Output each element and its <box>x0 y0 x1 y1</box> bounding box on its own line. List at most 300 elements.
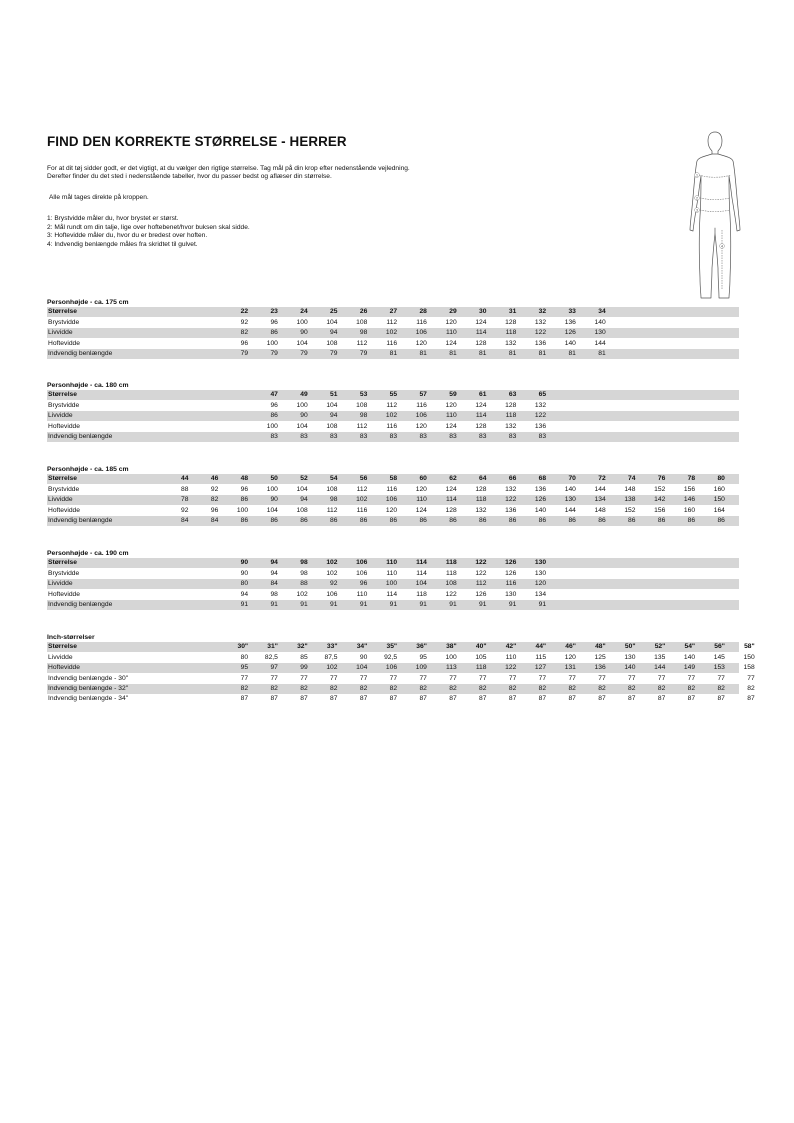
size-cell: 24 <box>300 308 308 316</box>
measure-cell: 106 <box>415 412 427 420</box>
measure-cell: 136 <box>564 318 576 326</box>
measure-cell: 77 <box>419 674 427 682</box>
table-title: Personhøjde - ca. 180 cm <box>47 382 129 389</box>
measure-cell: 116 <box>386 339 398 347</box>
measure-cell: 86 <box>330 516 338 524</box>
measure-cell: 114 <box>416 569 427 577</box>
measure-cell: 77 <box>300 674 308 682</box>
size-cell: 47 <box>270 391 278 399</box>
measure-cell: 136 <box>505 506 517 514</box>
row-label: Livvidde <box>48 329 73 337</box>
measure-steps <box>47 215 250 249</box>
size-cell: 31" <box>267 643 278 651</box>
measure-cell: 98 <box>270 590 278 598</box>
measure-cell: 81 <box>598 349 606 357</box>
measure-cell: 122 <box>505 496 517 504</box>
table-row <box>47 400 739 410</box>
measure-cell: 125 <box>594 653 606 661</box>
measure-cell: 83 <box>508 432 517 440</box>
size-cell: 65 <box>538 391 547 399</box>
measure-cell: 112 <box>386 318 398 326</box>
measure-cell: 132 <box>505 339 517 347</box>
table-title: Personhøjde - ca. 185 cm <box>47 466 129 473</box>
measure-cell: 81 <box>389 349 398 357</box>
measure-cell: 110 <box>416 496 427 504</box>
size-cell: 28 <box>419 308 427 316</box>
measure-cell: 87 <box>330 695 338 703</box>
size-table <box>47 298 739 359</box>
measure-cell: 104 <box>356 664 368 672</box>
measure-cell: 112 <box>356 339 368 347</box>
measure-cell: 102 <box>326 664 338 672</box>
measure-cell: 164 <box>713 506 725 514</box>
measure-cell: 100 <box>236 506 249 514</box>
measure-cell: 110 <box>356 590 368 598</box>
measure-cell: 87 <box>270 695 278 703</box>
measure-cell: 128 <box>505 401 517 409</box>
intro-line: Derefter finder du det sted i nedenstående tabeller, hvor du passer bedst og aflæser din størrelse. <box>47 173 332 181</box>
measure-cell: 91 <box>359 600 368 608</box>
size-cell: 98 <box>300 559 308 567</box>
hip-line <box>700 210 730 212</box>
measure-cell: 148 <box>594 506 606 514</box>
measure-cell: 128 <box>475 485 487 493</box>
measure-cell: 83 <box>330 432 338 440</box>
size-cell: 46 <box>210 475 219 483</box>
measure-cell: 120 <box>415 422 427 430</box>
measure-cell: 108 <box>356 401 368 409</box>
measure-cell: 96 <box>359 580 368 588</box>
table-row <box>47 600 739 610</box>
measure-cell: 115 <box>535 653 547 661</box>
measure-cell: 104 <box>296 339 308 347</box>
measure-cell: 102 <box>326 569 338 577</box>
measure-cell: 156 <box>683 485 696 493</box>
row-label: Brystvidde <box>48 318 80 326</box>
measure-cell: 110 <box>446 412 457 420</box>
measure-cell: 86 <box>568 516 576 524</box>
measure-cell: 134 <box>594 496 606 504</box>
measure-cell: 78 <box>181 496 189 504</box>
size-cell: 60 <box>419 475 427 483</box>
measure-cell: 126 <box>534 496 547 504</box>
measure-cell: 87 <box>628 695 636 703</box>
measure-cell: 118 <box>505 412 517 420</box>
measure-cell: 109 <box>415 664 427 672</box>
measure-cell: 100 <box>266 485 278 493</box>
measure-cell: 100 <box>385 580 398 588</box>
measure-cell: 100 <box>296 318 308 326</box>
size-cell: 51 <box>330 391 338 399</box>
measure-cell: 100 <box>296 401 308 409</box>
measure-cell: 118 <box>475 496 487 504</box>
measure-cell: 77 <box>449 674 457 682</box>
measure-cell: 130 <box>505 590 517 598</box>
measure-cell: 86 <box>389 516 398 524</box>
measure-cell: 124 <box>445 422 457 430</box>
intro-line: For at dit tøj sidder godt, er det vigtigt, at du vælger den rigtige størrelse. Tag mål på din krop efter nedenstående vejledning. <box>47 165 410 172</box>
measure-cell: 97 <box>270 664 278 672</box>
size-cell: 52" <box>654 643 666 651</box>
size-cell: 54" <box>684 643 696 651</box>
measure-cell: 126 <box>505 569 517 577</box>
row-label: Brystvidde <box>48 485 80 493</box>
measure-cell: 132 <box>534 318 547 326</box>
measure-cell: 126 <box>564 329 576 337</box>
measure-cell: 108 <box>326 485 338 493</box>
size-cell: 32" <box>297 643 308 651</box>
measure-cell: 124 <box>415 506 427 514</box>
measure-cell: 104 <box>415 580 427 588</box>
measure-cell: 79 <box>300 349 308 357</box>
row-label: Størrelse <box>48 308 77 316</box>
size-cell: 64 <box>479 475 487 483</box>
size-cell: 76 <box>657 475 666 483</box>
measure-cell: 130 <box>624 653 636 661</box>
measure-cell: 77 <box>628 674 636 682</box>
measure-cell: 86 <box>508 516 517 524</box>
measure-cell: 120 <box>445 401 457 409</box>
measure-cell: 82 <box>598 684 606 692</box>
measure-cell: 136 <box>534 485 547 493</box>
row-label: Indvendig benlængde - 30" <box>48 674 129 682</box>
measure-cell: 120 <box>564 653 576 661</box>
measure-cell: 86 <box>449 516 457 524</box>
size-cell: 30 <box>479 308 487 316</box>
measure-cell: 86 <box>240 516 249 524</box>
size-cell: 102 <box>326 559 338 567</box>
row-label: Hoftevidde <box>48 339 80 347</box>
measure-cell: 77 <box>687 674 696 682</box>
measure-cell: 130 <box>594 329 606 337</box>
measure-cell: 82,5 <box>264 653 278 661</box>
measure-cell: 83 <box>359 432 368 440</box>
measure-cell: 86 <box>598 516 606 524</box>
measure-cell: 124 <box>475 318 487 326</box>
measure-cell: 108 <box>445 580 457 588</box>
size-cell: 34 <box>598 308 606 316</box>
measure-cell: 82 <box>270 684 278 692</box>
measure-cell: 86 <box>479 516 487 524</box>
measure-cell: 79 <box>330 349 338 357</box>
measure-cell: 122 <box>475 569 487 577</box>
row-label: Livvidde <box>48 496 73 504</box>
size-cell: 55 <box>389 391 398 399</box>
measure-cell: 91 <box>508 600 517 608</box>
measure-cell: 77 <box>389 674 398 682</box>
measure-cell: 114 <box>475 329 487 337</box>
measure-cell: 92 <box>240 318 249 326</box>
measure-cell: 77 <box>747 674 755 682</box>
measure-cell: 108 <box>326 339 338 347</box>
size-cell: 130 <box>534 559 547 567</box>
measure-cell: 85 <box>300 653 308 661</box>
measure-cell: 140 <box>624 664 636 672</box>
table-row <box>47 495 739 505</box>
measure-cell: 81 <box>449 349 457 357</box>
measure-cell: 110 <box>446 329 457 337</box>
measure-cell: 136 <box>534 339 547 347</box>
measure-cell: 86 <box>419 516 427 524</box>
measure-cell: 80 <box>240 653 249 661</box>
measure-cell: 87 <box>479 695 487 703</box>
measure-cell: 116 <box>386 485 398 493</box>
measure-cell: 82 <box>210 496 219 504</box>
table-row <box>47 411 739 421</box>
measure-cell: 104 <box>296 422 308 430</box>
measure-cell: 140 <box>564 339 576 347</box>
measure-cell: 152 <box>624 506 636 514</box>
measure-cell: 120 <box>385 506 398 514</box>
figure-label-1: 1 <box>696 173 698 178</box>
measure-cell: 77 <box>270 674 278 682</box>
size-cell: 32 <box>538 308 547 316</box>
measure-cell: 92,5 <box>384 653 398 661</box>
size-cell: 56 <box>359 475 368 483</box>
size-cell: 33" <box>326 643 338 651</box>
measure-cell: 116 <box>356 506 368 514</box>
size-cell: 57 <box>419 391 427 399</box>
measure-cell: 82 <box>240 684 249 692</box>
table-row <box>47 589 739 599</box>
row-label: Størrelse <box>48 643 77 651</box>
measure-cell: 98 <box>359 412 368 420</box>
intro-text <box>47 165 410 182</box>
measure-cell: 106 <box>385 496 398 504</box>
measure-cell: 91 <box>538 600 547 608</box>
table-row <box>47 663 755 673</box>
table-header-row <box>47 642 755 652</box>
measure-cell: 91 <box>270 600 278 608</box>
measure-cell: 122 <box>445 590 457 598</box>
measure-cell: 152 <box>654 485 666 493</box>
measure-cell: 132 <box>475 506 487 514</box>
measure-cell: 132 <box>534 401 547 409</box>
measure-cell: 81 <box>419 349 427 357</box>
size-cell: 68 <box>538 475 547 483</box>
measure-cell: 87 <box>240 695 249 703</box>
table-header-row <box>47 558 739 568</box>
size-table <box>47 381 739 442</box>
row-label: Indvendig benlængde <box>48 349 113 357</box>
measure-cell: 118 <box>416 590 427 598</box>
measure-cell: 82 <box>657 684 666 692</box>
size-table <box>47 465 739 526</box>
measure-cell: 156 <box>654 506 666 514</box>
table-row <box>47 349 739 359</box>
size-cell: 35" <box>386 643 398 651</box>
step-3: 3: Hoftevidde måler du, hvor du er bredest over hoften. <box>47 232 208 240</box>
size-cell: 27 <box>389 308 398 316</box>
waist-line <box>700 198 730 200</box>
measure-cell: 83 <box>538 432 547 440</box>
size-cell: 42" <box>505 643 517 651</box>
table-row <box>47 338 739 348</box>
measure-cell: 120 <box>415 485 427 493</box>
measure-cell: 86 <box>300 516 308 524</box>
measure-cell: 146 <box>683 496 696 504</box>
measure-cell: 124 <box>475 401 487 409</box>
measure-cell: 87,5 <box>324 653 338 661</box>
measure-cell: 83 <box>419 432 427 440</box>
measure-cell: 82 <box>419 684 427 692</box>
measure-cell: 144 <box>594 339 606 347</box>
size-cell: 114 <box>416 559 427 567</box>
measure-cell: 112 <box>356 485 368 493</box>
size-cell: 26 <box>359 308 368 316</box>
measure-cell: 86 <box>270 412 278 420</box>
measure-cell: 90 <box>359 653 368 661</box>
measure-cell: 114 <box>386 590 398 598</box>
size-cell: 126 <box>505 559 517 567</box>
measure-cell: 91 <box>449 600 457 608</box>
measure-cell: 99 <box>300 664 308 672</box>
row-label: Størrelse <box>48 559 77 567</box>
measure-cell: 77 <box>240 674 249 682</box>
size-cell: 94 <box>270 559 278 567</box>
measure-cell: 82 <box>389 684 398 692</box>
measure-cell: 82 <box>240 329 249 337</box>
measure-cell: 113 <box>446 664 457 672</box>
measure-cell: 92 <box>330 580 338 588</box>
measure-cell: 79 <box>359 349 368 357</box>
measure-cell: 77 <box>657 674 666 682</box>
size-cell: 23 <box>270 308 278 316</box>
measure-cell: 149 <box>683 664 696 672</box>
table-row <box>47 484 739 494</box>
measure-cell: 128 <box>475 339 487 347</box>
table-row <box>47 421 739 431</box>
measure-cell: 150 <box>713 496 725 504</box>
measure-cell: 98 <box>359 329 368 337</box>
measure-cell: 86 <box>359 516 368 524</box>
measure-cell: 84 <box>270 580 278 588</box>
measure-cell: 96 <box>270 401 278 409</box>
measure-cell: 82 <box>479 684 487 692</box>
measure-cell: 102 <box>385 329 398 337</box>
measure-cell: 82 <box>508 684 517 692</box>
measure-cell: 81 <box>568 349 576 357</box>
table-header-row <box>47 474 739 484</box>
measure-cell: 140 <box>594 318 606 326</box>
row-label: Indvendig benlængde - 32" <box>48 684 129 692</box>
row-label: Indvendig benlængde <box>48 432 113 440</box>
measure-cell: 87 <box>687 695 696 703</box>
size-cell: 118 <box>445 559 457 567</box>
size-cell: 40" <box>475 643 487 651</box>
measure-cell: 116 <box>505 580 517 588</box>
measure-cell: 100 <box>266 422 278 430</box>
size-cell: 70 <box>568 475 576 483</box>
measure-cell: 81 <box>479 349 487 357</box>
measure-cell: 112 <box>356 422 368 430</box>
measure-cell: 120 <box>445 318 457 326</box>
measure-cell: 88 <box>300 580 308 588</box>
measure-cell: 96 <box>240 339 249 347</box>
size-cell: 48" <box>595 643 606 651</box>
measure-cell: 114 <box>446 496 457 504</box>
table-header-row <box>47 390 739 400</box>
size-cell: 61 <box>479 391 487 399</box>
measure-cell: 81 <box>538 349 547 357</box>
measure-cell: 91 <box>389 600 398 608</box>
measure-cell: 120 <box>534 580 547 588</box>
size-cell: 63 <box>508 391 517 399</box>
measure-cell: 148 <box>624 485 636 493</box>
size-cell: 72 <box>598 475 606 483</box>
table-header-row <box>47 307 739 317</box>
measure-cell: 108 <box>296 506 308 514</box>
measure-cell: 83 <box>449 432 457 440</box>
size-cell: 48 <box>240 475 249 483</box>
size-cell: 30" <box>237 643 249 651</box>
measure-cell: 150 <box>743 653 755 661</box>
size-cell: 50 <box>270 475 278 483</box>
size-cell: 52 <box>300 475 308 483</box>
table-row <box>47 317 739 327</box>
measure-cell: 77 <box>330 674 338 682</box>
size-cell: 31 <box>508 308 517 316</box>
size-cell: 44 <box>181 475 189 483</box>
size-cell: 66 <box>508 475 517 483</box>
measure-cell: 110 <box>386 569 398 577</box>
table-row <box>47 673 755 683</box>
measure-cell: 132 <box>505 485 517 493</box>
measure-cell: 83 <box>300 432 308 440</box>
measure-cell: 140 <box>534 506 547 514</box>
measure-cell: 106 <box>385 664 398 672</box>
measure-cell: 77 <box>598 674 606 682</box>
measure-cell: 116 <box>416 401 427 409</box>
row-label: Indvendig benlængde - 34" <box>48 695 129 703</box>
table-title: Personhøjde - ca. 175 cm <box>47 299 129 306</box>
row-label: Livvidde <box>48 653 73 661</box>
size-cell: 53 <box>359 391 368 399</box>
measure-cell: 104 <box>326 401 338 409</box>
measure-cell: 158 <box>743 664 755 672</box>
size-cell: 62 <box>449 475 457 483</box>
body-measurement-figure <box>684 130 746 302</box>
measure-cell: 112 <box>475 580 487 588</box>
measure-cell: 83 <box>479 432 487 440</box>
row-label: Hoftevidde <box>48 590 80 598</box>
size-cell: 106 <box>356 559 368 567</box>
measure-cell: 108 <box>356 318 368 326</box>
measure-cell: 79 <box>240 349 249 357</box>
measure-cell: 131 <box>564 664 576 672</box>
measure-cell: 82 <box>538 684 547 692</box>
measure-cell: 86 <box>657 516 666 524</box>
measure-cell: 102 <box>296 590 308 598</box>
measure-cell: 104 <box>266 506 278 514</box>
chest-line <box>699 175 731 177</box>
measure-cell: 144 <box>564 506 576 514</box>
measure-cell: 114 <box>475 412 487 420</box>
measure-cell: 82 <box>717 684 725 692</box>
measure-cell: 88 <box>181 485 189 493</box>
measure-cell: 77 <box>568 674 576 682</box>
measure-cell: 112 <box>386 401 398 409</box>
measure-cell: 82 <box>449 684 457 692</box>
table-row <box>47 568 739 578</box>
figure-head <box>708 132 722 154</box>
measure-cell: 80 <box>240 580 249 588</box>
measure-cell: 153 <box>713 664 725 672</box>
measure-cell: 144 <box>594 485 606 493</box>
table-row <box>47 328 739 338</box>
measure-cell: 128 <box>445 506 457 514</box>
measure-cell: 82 <box>330 684 338 692</box>
